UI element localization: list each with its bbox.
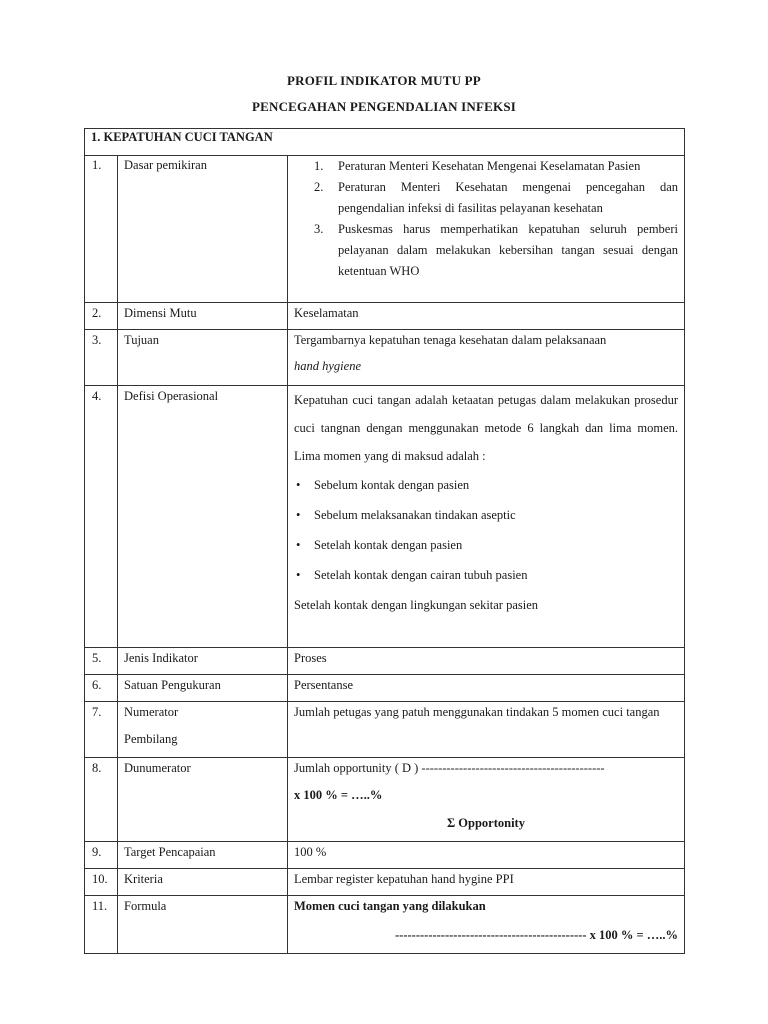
table-row [85, 156, 685, 303]
document-subtitle: PENCEGAHAN PENGENDALIAN INFEKSI [251, 99, 517, 114]
row-label [118, 702, 288, 758]
row-number: 2. [85, 303, 118, 330]
row-value: Persentanse [288, 675, 685, 702]
row-label: Jenis Indikator [118, 648, 288, 675]
row-value: Keselamatan [288, 303, 685, 330]
row-label: Dunumerator [118, 758, 288, 842]
basis-list [294, 156, 678, 282]
row-label: Defisi Operasional [118, 386, 288, 648]
formula-divider: ---------------------------------------------- x 100 % = …..% [395, 928, 678, 942]
row-value [288, 702, 685, 758]
row-number: 11. [85, 896, 118, 954]
table-heading: 1. KEPATUHAN CUCI TANGAN [85, 129, 685, 156]
row-number: 5. [85, 648, 118, 675]
row-number: 6. [85, 675, 118, 702]
purpose-text: Tergambarnya kepatuhan tenaga kesehatan dalam pelaksanaan [294, 333, 607, 347]
row-label: Dimensi Mutu [118, 303, 288, 330]
numerator-text: Jumlah petugas yang patuh menggunakan tindakan 5 momen cuci tangan [294, 705, 660, 719]
numerator-label-alt: Pembilang [124, 732, 178, 746]
denominator-sum: Σ Opportonity [447, 816, 525, 830]
table-row [85, 842, 685, 869]
table-row [85, 386, 685, 648]
table-heading-row [85, 129, 685, 156]
row-label: Dasar pemikiran [118, 156, 288, 303]
indicator-profile-table [84, 128, 685, 954]
row-label: Formula [118, 896, 288, 954]
list-item: 1. Peraturan Menteri Kesehatan Mengenai Keselamatan Pasien [314, 159, 641, 173]
row-value [288, 896, 685, 954]
table-row [85, 869, 685, 896]
definition-outro: Setelah kontak dengan lingkungan sekitar pasien [294, 598, 539, 612]
row-label: Tujuan [118, 330, 288, 386]
row-number: 4. [85, 386, 118, 648]
definition-text: Kepatuhan cuci tangan adalah ketaatan petugas dalam melakukan prosedur cuci tangnan dengan menggunakan metode 6 langkah dan lima momen. Lima momen yang di maksud adalah : [294, 393, 678, 463]
row-value [288, 330, 685, 386]
row-value [288, 386, 685, 648]
list-item: 2. Peraturan Menteri Kesehatan mengenai pencegahan dan pengendalian infeksi di fasilitas pelayanan kesehatan [314, 180, 678, 215]
table-row [85, 896, 685, 954]
row-number: 7. [85, 702, 118, 758]
list-item: • Setelah kontak dengan cairan tubuh pasien [296, 568, 528, 582]
row-label: Satuan Pengukuran [118, 675, 288, 702]
moment-list [294, 470, 678, 590]
table-row [85, 702, 685, 758]
row-label: Kriteria [118, 869, 288, 896]
table-row [85, 675, 685, 702]
row-label: Target Pencapaian [118, 842, 288, 869]
list-item: • Sebelum melaksanakan tindakan aseptic [296, 508, 516, 522]
list-item: • Sebelum kontak dengan pasien [296, 478, 470, 492]
row-number: 9. [85, 842, 118, 869]
row-value [288, 156, 685, 303]
table-row [85, 303, 685, 330]
row-value: Proses [288, 648, 685, 675]
formula-numerator: Momen cuci tangan yang dilakukan [294, 899, 486, 913]
row-value: Lembar register kepatuhan hand hygine PPI [288, 869, 685, 896]
list-item: 3. Puskesmas harus memperhatikan kepatuhan seluruh pemberi pelayanan dalam melakukan kebersihan tangan sesuai dengan ketentuan WHO [314, 222, 678, 278]
row-number: 8. [85, 758, 118, 842]
denominator-multiplier: x 100 % = …..% [294, 788, 383, 802]
purpose-term: hand hygiene [294, 359, 361, 373]
table-row [85, 758, 685, 842]
table-row [85, 648, 685, 675]
denominator-line: Jumlah opportunity ( D ) -------------------------------------------- [294, 761, 605, 775]
numerator-label: Numerator [124, 705, 179, 719]
list-item: • Setelah kontak dengan pasien [296, 538, 463, 552]
row-number: 10. [85, 869, 118, 896]
document-title: PROFIL INDIKATOR MUTU PP [287, 73, 481, 88]
row-value: 100 % [288, 842, 685, 869]
row-value [288, 758, 685, 842]
row-number: 1. [85, 156, 118, 303]
table-row [85, 330, 685, 386]
row-number: 3. [85, 330, 118, 386]
